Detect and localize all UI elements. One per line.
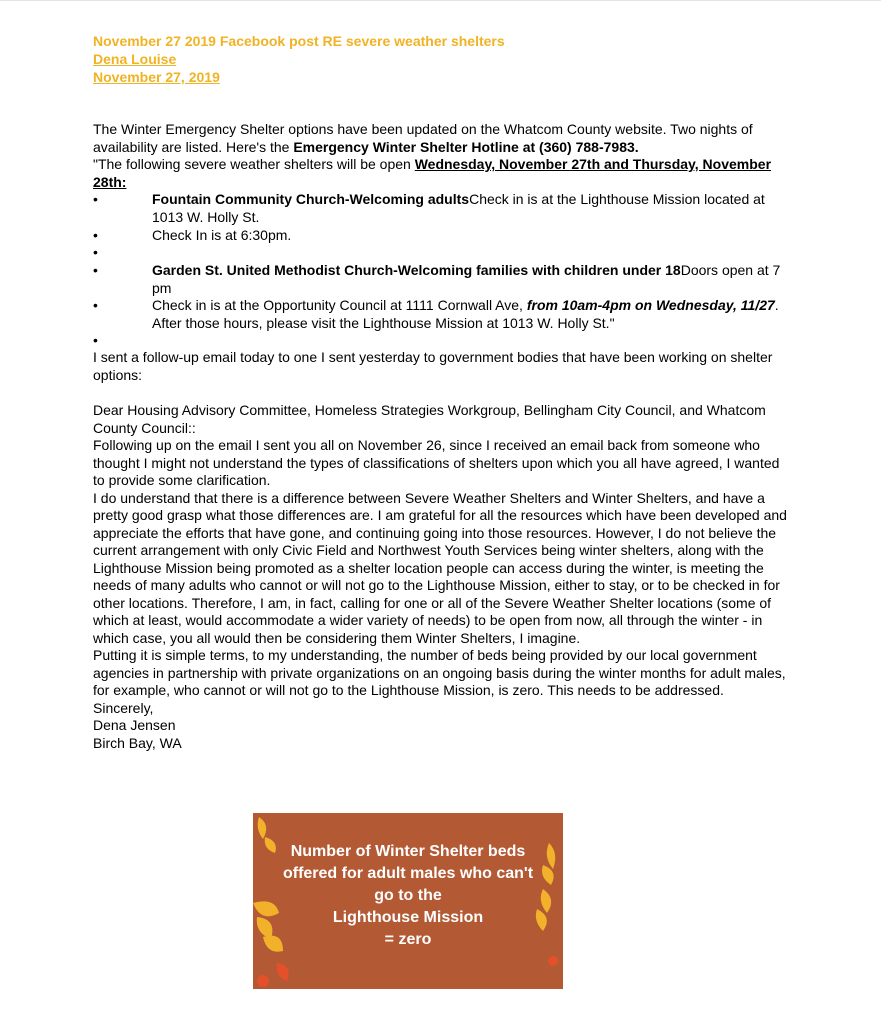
graphic-line-3: go to the	[374, 887, 442, 904]
list-item-opportunity	[152, 297, 782, 332]
signature-location: Birch Bay, WA	[93, 734, 182, 751]
graphic-line-1: Number of Winter Shelter beds	[290, 843, 526, 860]
quote-open-text: "The following severe weather shelters will be open	[93, 156, 415, 172]
letter-paragraph-2: I do understand that there is a difference between Severe Weather Shelters and Winter Shelters, and have a pretty good grasp what those differences are. I am grateful for all the resources which have been developed and appreciate the efforts that have gone, and continuing going into those resources. However, I do not believe the current arrangement with only Civic Field and Northwest Youth Services being winter shelters, along with the Lighthouse Mission being promoted as a shelter location people can access during the winter, is meeting the needs of many adults who cannot or will not go to the Lighthouse Mission, either to stay, or to be checked in for other locations. Therefore, I am, in fact, calling for one or all of the Severe Weather Shelter locations (some of which at least, would accommodate a wider variety of needs) to be open from now, all through the winter - in which case, you all would then be considering them Winter Shelters, I imagine.	[93, 489, 787, 646]
fountain-checkin-text: Check in is at the Lighthouse Mission located at 1013 W. Holly St.	[152, 191, 765, 225]
author-link[interactable]: Dena Louise	[93, 51, 177, 67]
intro-paragraph	[93, 121, 793, 191]
intro-text: The Winter Emergency Shelter options have been updated on the Whatcom County website. Two nights of availability are listed. Here's the	[93, 121, 753, 155]
fountain-church-name: Fountain Community Church-Welcoming adults	[152, 191, 470, 207]
leaf-icon	[258, 817, 267, 839]
list-item-fountain	[152, 191, 782, 226]
leaf-icon	[277, 963, 289, 981]
berry-icon	[257, 975, 269, 987]
graphic-text	[253, 841, 563, 951]
graphic-line-5: = zero	[384, 931, 432, 948]
zero-beds-graphic	[253, 813, 563, 989]
list-item-garden	[152, 262, 782, 297]
salutation: Dear Housing Advisory Committee, Homeless Strategies Workgroup, Bellingham City Council, and Whatcom County Council::	[93, 402, 766, 436]
bullet-6: •	[93, 332, 98, 348]
closing: Sincerely,	[93, 699, 154, 716]
bullet-3: •	[93, 244, 98, 260]
letter-paragraph-3: Putting it is simple terms, to my understanding, the number of beds being provided by our local government agencies in partnership with private organizations on an ongoing basis during the winter months for adult males, for example, who cannot or will not go to the Lighthouse Mission, is zero. This needs to be addressed.	[93, 647, 786, 698]
letter-paragraph-1: Following up on the email I sent you all on November 26, since I received an email back from someone who thought I might not understand the types of classifications of shelters upon which you all have agreed, I wanted to provide some clarification.	[93, 437, 780, 488]
bullet-1: •	[93, 191, 98, 207]
bullet-2: •	[93, 227, 98, 243]
post-title: November 27 2019 Facebook post RE severe weather shelters	[93, 33, 505, 49]
shelter-dates-text: Wednesday, November 27th and Thursday, November 28th:	[93, 156, 772, 190]
garden-church-name: Garden St. United Methodist Church-Welcoming families with children under 18	[152, 262, 681, 278]
bullet-5: •	[93, 297, 98, 313]
list-item-checkin-time: Check In is at 6:30pm.	[152, 227, 292, 243]
garden-doors-text: Doors open at 7 pm	[152, 262, 781, 296]
graphic-line-2: offered for adult males who can't	[282, 865, 534, 882]
bullet-4: •	[93, 262, 98, 278]
opportunity-pre-text: Check in is at the Opportunity Council at 1111 Cornwall Ave,	[152, 297, 527, 313]
opportunity-hours-text: from 10am-4pm on Wednesday, 11/27	[526, 297, 775, 313]
graphic-line-4: Lighthouse Mission	[332, 909, 484, 926]
opportunity-post-text: . After those hours, please visit the Lighthouse Mission at 1013 W. Holly St."	[152, 297, 779, 331]
berry-icon	[548, 956, 558, 966]
hotline-text: Emergency Winter Shelter Hotline at (360) 788-7983.	[293, 138, 639, 155]
letter-body	[93, 402, 793, 752]
signature-name: Dena Jensen	[93, 717, 176, 733]
followup-paragraph: I sent a follow-up email today to one I sent yesterday to government bodies that have been working on shelter options:	[93, 349, 773, 383]
top-divider	[0, 0, 881, 1]
post-date-link[interactable]: November 27, 2019	[93, 69, 220, 85]
